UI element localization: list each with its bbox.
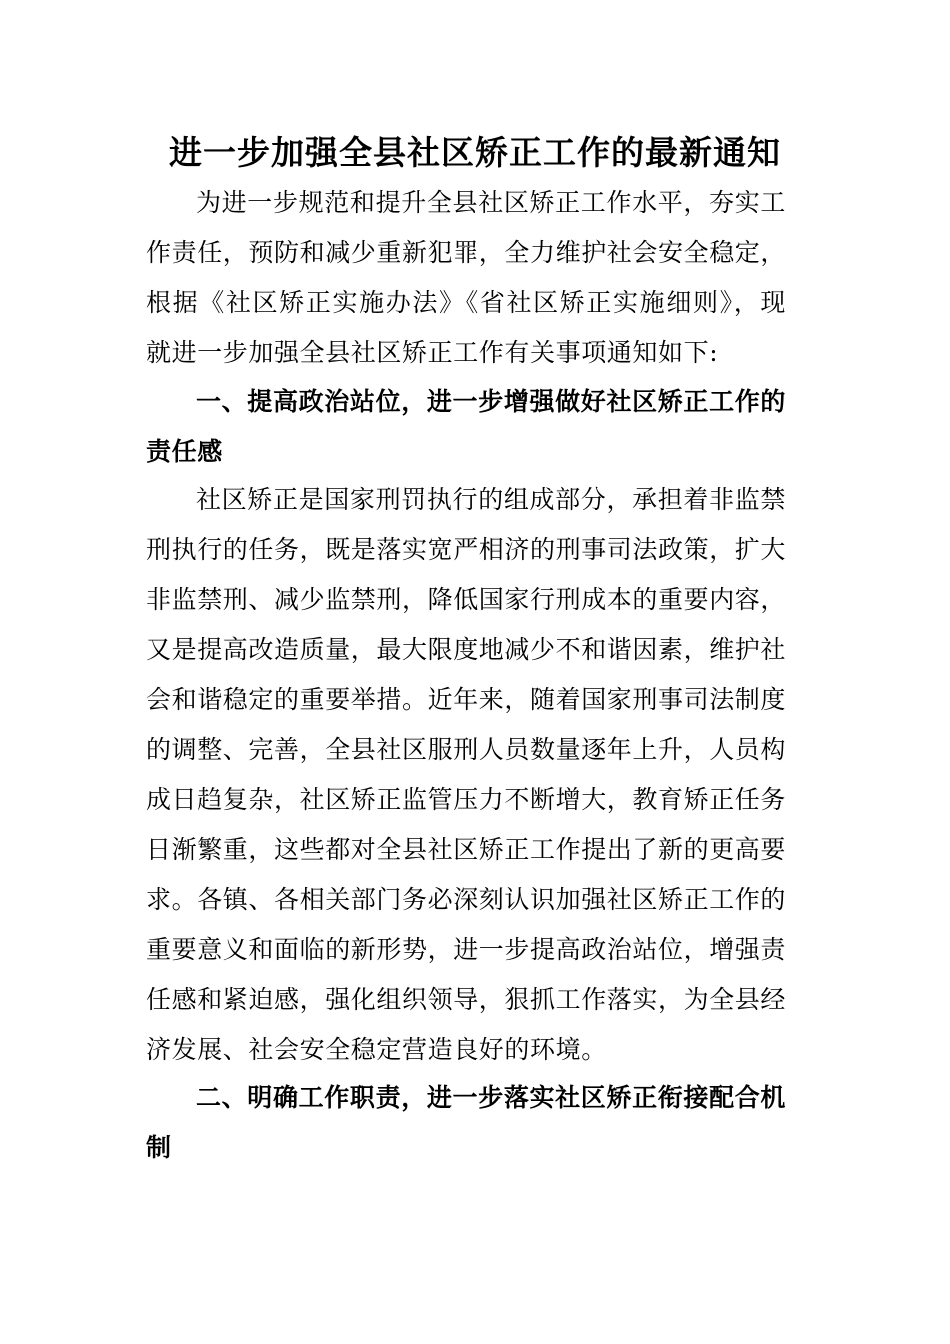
intro-paragraph: 为进一步规范和提升全县社区矫正工作水平，夯实工作责任，预防和减少重新犯罪，全力维护社会安全稳定，根据《社区矫正实施办法》《省社区矫正实施细则》，现就进一步加强全县社区矫正工作有关事项通知如下:	[146, 188, 787, 367]
section-1-heading: 一、提高政治站位，进一步增强做好社区矫正工作的责任感	[146, 387, 786, 466]
section-1-paragraph: 社区矫正是国家刑罚执行的组成部分，承担着非监禁刑执行的任务，既是落实宽严相济的刑事司法政策，扩大非监禁刑、减少监禁刑，降低国家行刑成本的重要内容，又是提高改造质量，最大限度地减少不和谐因素，维护社会和谐稳定的重要举措。近年来，随着国家刑事司法制度的调整、完善，全县社区服刑人员数量逐年上升，人员构成日趋复杂，社区矫正监管压力不断增大，教育矫正任务日渐繁重，这些都对全县社区矫正工作提出了新的更高要求。各镇、各相关部门务必深刻认识加强社区矫正工作的重要意义和面临的新形势，进一步提高政治站位，增强责任感和紧迫感，强化组织领导，狠抓工作落实，为全县经济发展、社会安全稳定营造良好的环境。	[146, 485, 787, 1064]
document-title: 进一步加强全县社区矫正工作的最新通知	[169, 133, 781, 172]
section-2-heading: 二、明确工作职责，进一步落实社区矫正衔接配合机制	[146, 1083, 786, 1162]
